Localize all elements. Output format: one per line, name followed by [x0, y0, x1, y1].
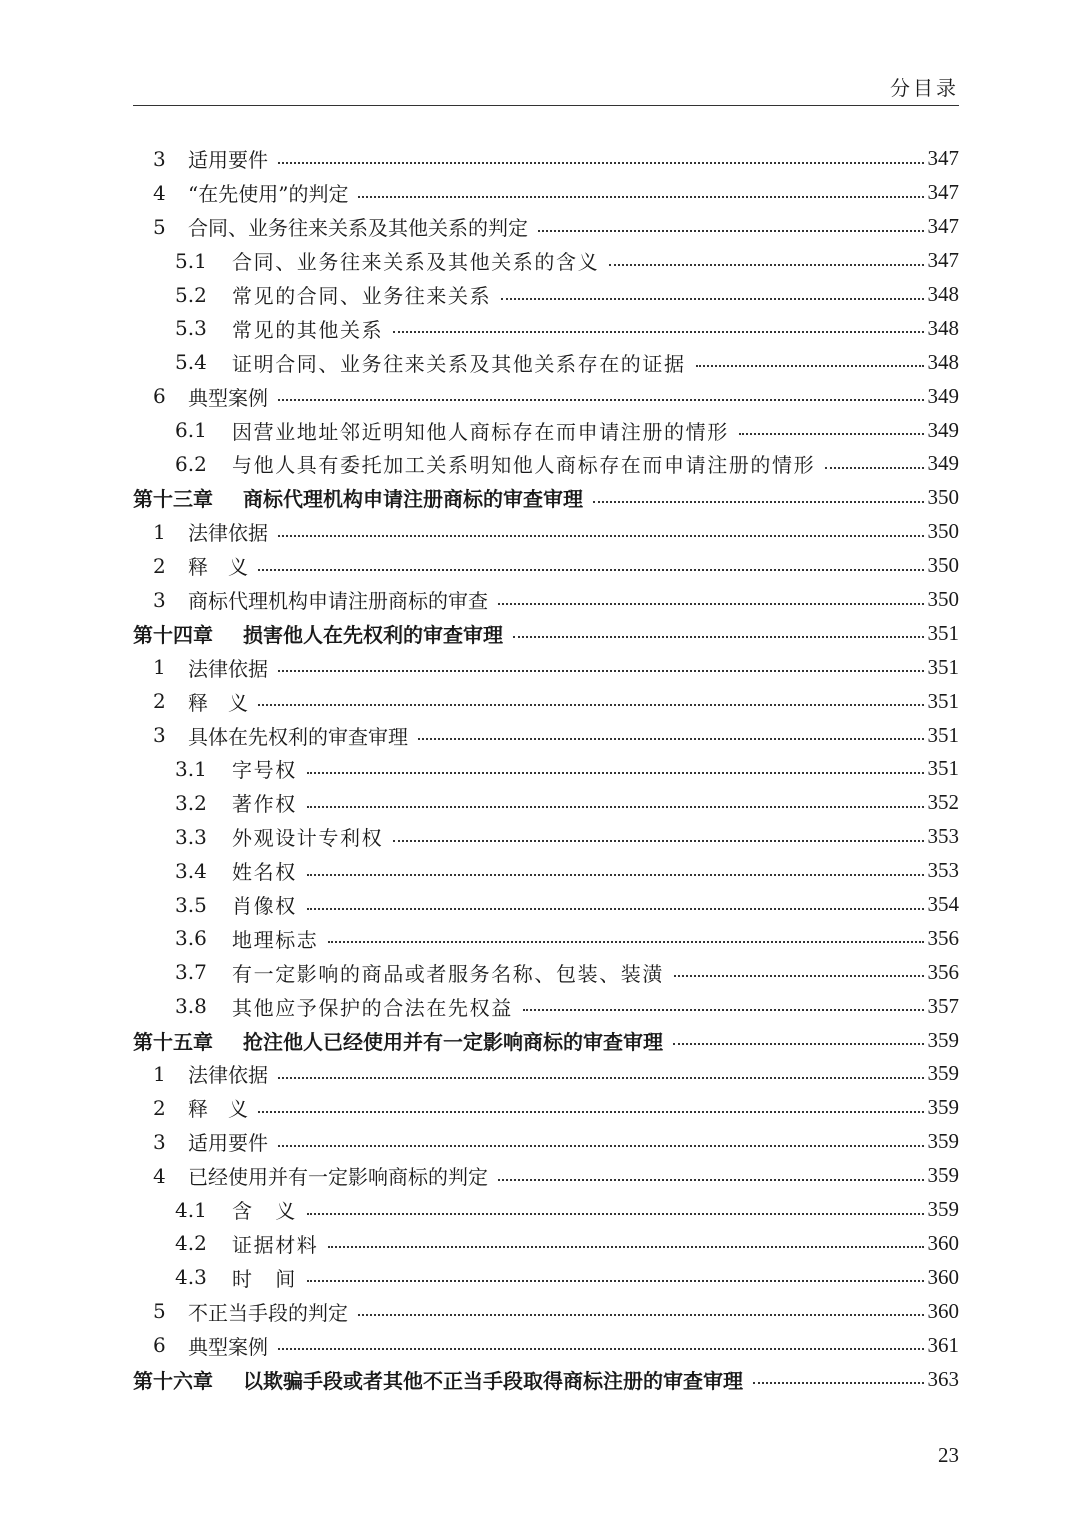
- entry-page: 351: [927, 654, 959, 679]
- entry-title: 姓名权: [232, 860, 297, 885]
- entry-page: 351: [927, 688, 959, 713]
- dot-leader: [393, 840, 923, 842]
- entry-page: 357: [927, 993, 959, 1018]
- entry-number: 第十六章: [133, 1368, 213, 1393]
- dot-leader: [739, 433, 924, 435]
- toc-entry: [133, 650, 959, 684]
- dot-leader: [501, 298, 923, 300]
- entry-number: 3: [153, 1129, 166, 1154]
- toc-entry: [133, 244, 959, 278]
- entry-page: 351: [927, 756, 959, 781]
- entry-page: 350: [927, 485, 959, 510]
- entry-title: 常见的合同、业务往来关系: [232, 284, 492, 308]
- toc-entry: [133, 1193, 959, 1227]
- entry-number: 4.3: [175, 1265, 207, 1290]
- entry-title: 释 义: [188, 690, 248, 715]
- entry-title: 与他人具有委托加工关系明知他人商标存在而申请注册的情形: [232, 453, 816, 478]
- page-number: 23: [938, 1443, 959, 1467]
- toc-chapter-entry: [133, 616, 959, 650]
- entry-title: 字号权: [232, 758, 297, 783]
- entry-number: 3.5: [175, 892, 207, 917]
- dot-leader: [609, 264, 923, 266]
- entry-title: 适用要件: [188, 148, 268, 173]
- toc-entry: [133, 888, 959, 922]
- dot-leader: [538, 230, 924, 232]
- toc-entry: [133, 413, 959, 447]
- entry-title: 以欺骗手段或者其他不正当手段取得商标注册的审查审理: [243, 1368, 743, 1393]
- dot-leader: [673, 1043, 924, 1045]
- entry-title: 地理标志: [232, 927, 319, 952]
- dot-leader: [393, 331, 923, 333]
- entry-title: 典型案例: [188, 1334, 268, 1359]
- entry-number: 第十五章: [133, 1029, 213, 1054]
- entry-number: 3.4: [175, 858, 207, 883]
- entry-number: 2: [153, 689, 166, 714]
- entry-number: 6.2: [175, 451, 207, 476]
- entry-page: 360: [927, 1230, 959, 1255]
- dot-leader: [307, 908, 924, 910]
- entry-title: 已经使用并有一定影响商标的判定: [188, 1165, 488, 1190]
- entry-title: 释 义: [188, 555, 248, 580]
- entry-title: “在先使用”的判定: [188, 182, 349, 207]
- dot-leader: [753, 1382, 924, 1384]
- entry-title: 含 义: [232, 1199, 297, 1224]
- toc-entry: [133, 718, 959, 752]
- dot-leader: [278, 670, 924, 672]
- toc-entry: [133, 278, 959, 312]
- toc-entry: [133, 447, 959, 481]
- entry-number: 5: [153, 1299, 166, 1324]
- dot-leader: [328, 941, 923, 943]
- entry-page: 351: [927, 722, 959, 747]
- entry-page: 359: [927, 1061, 959, 1086]
- dot-leader: [278, 399, 924, 401]
- entry-title: 合同、业务往来关系及其他关系的判定: [188, 216, 528, 241]
- entry-title: 肖像权: [232, 894, 297, 919]
- entry-title: 常见的其他关系: [232, 317, 384, 342]
- entry-page: 359: [927, 1163, 959, 1188]
- entry-number: 第十四章: [133, 622, 213, 647]
- entry-page: 353: [927, 824, 959, 849]
- entry-number: 1: [153, 519, 166, 544]
- entry-title: 法律依据: [188, 521, 268, 546]
- entry-title: 因营业地址邻近明知他人商标存在而申请注册的情形: [232, 419, 729, 444]
- dot-leader: [307, 1213, 924, 1215]
- table-of-contents: [133, 142, 959, 1396]
- toc-entry: [133, 379, 959, 413]
- toc-entry: [133, 955, 959, 989]
- toc-entry: [133, 752, 959, 786]
- entry-number: 3.3: [175, 824, 207, 849]
- entry-page: 349: [927, 451, 959, 476]
- entry-title: 著作权: [232, 792, 297, 817]
- toc-entry: [133, 583, 959, 617]
- toc-entry: [133, 989, 959, 1023]
- toc-entry: [133, 1294, 959, 1328]
- entry-page: 363: [927, 1366, 959, 1391]
- dot-leader: [278, 162, 924, 164]
- toc-entry: [133, 210, 959, 244]
- dot-leader: [328, 1246, 923, 1248]
- toc-entry: [133, 786, 959, 820]
- entry-number: 5: [153, 214, 166, 239]
- dot-leader: [307, 806, 924, 808]
- entry-number: 1: [153, 1061, 166, 1086]
- toc-entry: [133, 345, 959, 379]
- dot-leader: [278, 1348, 924, 1350]
- entry-title: 损害他人在先权利的审查审理: [243, 622, 503, 647]
- dot-leader: [593, 501, 924, 503]
- dot-leader: [523, 1009, 924, 1011]
- entry-number: 4: [153, 180, 166, 205]
- entry-number: 3.7: [175, 960, 207, 985]
- entry-page: 348: [927, 315, 959, 340]
- entry-number: 3.2: [175, 790, 207, 815]
- dot-leader: [825, 467, 923, 469]
- toc-chapter-entry: [133, 1023, 959, 1057]
- entry-number: 6: [153, 1333, 166, 1358]
- entry-page: 347: [927, 180, 959, 205]
- toc-entry: [133, 1328, 959, 1362]
- entry-title: 证据材料: [232, 1232, 319, 1257]
- entry-page: 361: [927, 1332, 959, 1357]
- entry-title: 具体在先权利的审查审理: [188, 724, 408, 749]
- dot-leader: [513, 636, 924, 638]
- dot-leader: [418, 738, 924, 740]
- entry-page: 347: [927, 248, 959, 273]
- entry-number: 3: [153, 723, 166, 748]
- entry-number: 5.1: [175, 248, 207, 273]
- entry-number: 2: [153, 553, 166, 578]
- toc-entry: [133, 176, 959, 210]
- entry-number: 5.4: [175, 350, 207, 375]
- entry-page: 347: [927, 214, 959, 239]
- entry-page: 359: [927, 1129, 959, 1154]
- entry-page: 349: [927, 383, 959, 408]
- entry-page: 359: [927, 1027, 959, 1052]
- entry-page: 356: [927, 925, 959, 950]
- entry-page: 349: [927, 417, 959, 442]
- entry-page: 354: [927, 892, 959, 917]
- entry-page: 350: [927, 553, 959, 578]
- dot-leader: [498, 603, 924, 605]
- toc-entry: [133, 820, 959, 854]
- dot-leader: [258, 1111, 924, 1113]
- entry-number: 3: [153, 146, 166, 171]
- toc-chapter-entry: [133, 1362, 959, 1396]
- entry-page: 360: [927, 1298, 959, 1323]
- entry-number: 4.1: [175, 1197, 207, 1222]
- entry-title: 法律依据: [188, 656, 268, 681]
- dot-leader: [307, 772, 924, 774]
- entry-title: 适用要件: [188, 1131, 268, 1156]
- toc-entry: [133, 921, 959, 955]
- entry-title: 法律依据: [188, 1063, 268, 1088]
- toc-entry: [133, 854, 959, 888]
- entry-title: 不正当手段的判定: [188, 1300, 348, 1325]
- toc-entry: [133, 684, 959, 718]
- dot-leader: [307, 1280, 924, 1282]
- dot-leader: [278, 535, 924, 537]
- entry-number: 第十三章: [133, 487, 213, 512]
- entry-title: 释 义: [188, 1097, 248, 1122]
- dot-leader: [358, 196, 923, 198]
- toc-entry: [133, 1125, 959, 1159]
- entry-page: 348: [927, 282, 959, 306]
- entry-page: 359: [927, 1197, 959, 1222]
- dot-leader: [278, 1077, 924, 1079]
- entry-title: 典型案例: [188, 385, 268, 410]
- dot-leader: [258, 704, 924, 706]
- entry-page: 347: [927, 146, 959, 171]
- entry-number: 1: [153, 655, 166, 680]
- entry-page: 350: [927, 519, 959, 544]
- dot-leader: [258, 569, 924, 571]
- entry-number: 6.1: [175, 418, 207, 443]
- entry-title: 证明合同、业务往来关系及其他关系存在的证据: [232, 351, 686, 376]
- entry-page: 348: [927, 349, 959, 374]
- entry-number: 3.1: [175, 756, 207, 781]
- toc-entry: [133, 1260, 959, 1294]
- entry-page: 359: [927, 1095, 959, 1120]
- entry-title: 外观设计专利权: [232, 826, 384, 851]
- entry-page: 350: [927, 587, 959, 612]
- entry-number: 5.3: [175, 316, 207, 341]
- header-rule: [133, 105, 959, 106]
- entry-number: 6: [153, 384, 166, 409]
- dot-leader: [307, 874, 924, 876]
- dot-leader: [674, 975, 924, 977]
- entry-number: 3.6: [175, 926, 207, 951]
- entry-title: 商标代理机构申请注册商标的审查: [188, 589, 488, 614]
- toc-entry: [133, 1057, 959, 1091]
- toc-entry: [133, 1091, 959, 1125]
- entry-page: 356: [927, 959, 959, 984]
- dot-leader: [696, 365, 924, 367]
- toc-entry: [133, 142, 959, 176]
- entry-number: 2: [153, 1095, 166, 1120]
- toc-entry: [133, 311, 959, 345]
- toc-entry: [133, 515, 959, 549]
- entry-title: 时 间: [232, 1266, 297, 1291]
- entry-title: 商标代理机构申请注册商标的审查审理: [243, 487, 583, 512]
- toc-entry: [133, 1227, 959, 1261]
- entry-page: 352: [927, 790, 959, 815]
- toc-entry: [133, 549, 959, 583]
- entry-number: 4: [153, 1163, 166, 1188]
- entry-title: 其他应予保护的合法在先权益: [232, 995, 513, 1020]
- dot-leader: [358, 1314, 924, 1316]
- dot-leader: [278, 1145, 924, 1147]
- dot-leader: [498, 1179, 924, 1181]
- entry-title: 有一定影响的商品或者服务名称、包装、装潢: [232, 961, 664, 986]
- toc-entry: [133, 1159, 959, 1193]
- entry-number: 3.8: [175, 994, 207, 1019]
- entry-number: 5.2: [175, 282, 207, 307]
- entry-page: 351: [927, 620, 959, 645]
- entry-number: 4.2: [175, 1231, 207, 1256]
- entry-number: 3: [153, 587, 166, 612]
- entry-page: 360: [927, 1264, 959, 1289]
- entry-title: 合同、业务往来关系及其他关系的含义: [232, 250, 600, 275]
- entry-title: 抢注他人已经使用并有一定影响商标的审查审理: [243, 1029, 663, 1054]
- entry-page: 353: [927, 858, 959, 883]
- toc-chapter-entry: [133, 481, 959, 515]
- running-head: 分目录: [890, 76, 959, 100]
